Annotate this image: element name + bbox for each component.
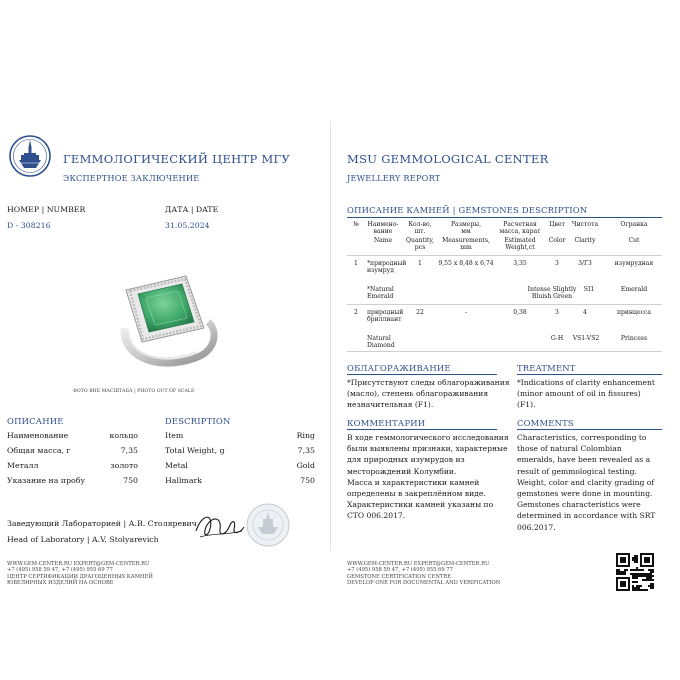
column-header-en: Clarity — [574, 237, 596, 244]
desc-en-label: Metal — [165, 461, 188, 470]
photo-caption: ФОТО ВНЕ МАСШТАБА | PHOTO OUT OF SCALE — [73, 389, 195, 394]
report-type-ru: ЭКСПЕРТНОЕ ЗАКЛЮЧЕНИЕ — [63, 173, 200, 183]
footer-line: ЮВЕЛИРНЫХ ИЗДЕЛИЙ НА ОСНОВЕ — [7, 580, 114, 586]
desc-ru-value: 7,35 — [120, 446, 138, 455]
column-header-en: Name — [373, 237, 393, 244]
stone-clarity: 3/Г3 — [578, 260, 592, 267]
head-of-lab-en: Head of Laboratory | A.V. Stolyarevich — [7, 535, 159, 544]
comments-en-title: COMMENTS — [517, 418, 574, 428]
center-name-ru: ГЕММОЛОГИЧЕСКИЙ ЦЕНТР МГУ — [63, 152, 291, 166]
comments-ru-text: В ходе геммологического исследования были выявлены признаки, характерные для природных изумрудов из месторождений Колумбии. Масса и характеристики камней определены в закреплённом виде. Характеристики камней указаны по СТО 006.2017. — [347, 433, 509, 521]
table-divider — [347, 351, 662, 352]
stone-weight: 3,35 — [513, 260, 527, 267]
desc-ru-value: 750 — [123, 476, 138, 485]
table-row-number: 1 — [354, 260, 358, 267]
section-divider — [347, 429, 497, 430]
stone-name-en: *Natural Emerald — [367, 286, 394, 301]
stone-name-ru: *природный изумруд — [367, 260, 407, 275]
desc-ru-label: Указание на пробу — [7, 476, 86, 485]
section-divider — [347, 217, 662, 218]
desc-ru-label: Наименование — [7, 431, 69, 440]
column-header: Расчетная масса, карат — [499, 221, 541, 236]
treatment-ru-text: *Присутствуют следы облагораживания (масло), степень облагораживания незначительная (F1). — [347, 378, 510, 410]
column-header-en: Measurements, mm — [442, 237, 490, 252]
stone-name-en: Natural Diamond — [367, 335, 395, 350]
footer-line: DEVELOP ONE FOR DOCUMENTAL AND VERIFICATION — [347, 580, 501, 586]
stone-clarity-en: VS1-VS2 — [572, 335, 600, 342]
head-of-lab-ru: Заведующий Лабораторией | А.В. Столяревич — [7, 519, 197, 528]
date-value: 31.05.2024 — [165, 221, 210, 230]
stone-name-ru: природный бриллиант — [367, 309, 404, 324]
desc-ru-label: Общая масса, г — [7, 446, 71, 455]
qr-code[interactable] — [616, 553, 654, 591]
stone-clarity-en: SI1 — [583, 286, 595, 293]
column-header: Размеры, мм — [450, 221, 482, 236]
stone-cut-en: Emerald — [620, 286, 648, 293]
footer-line: ЦЕНТР СЕРТИФИКАЦИИ ДРАГОЦЕННЫХ КАМНЕЙ — [7, 574, 153, 580]
stone-cut: принцесса — [616, 309, 652, 316]
desc-en-value: 750 — [300, 476, 315, 485]
column-header-en: Quantity, pcs — [406, 237, 434, 252]
footer-line: GEMSTONE CERTIFICATION CENTRE — [347, 574, 452, 580]
stone-color-en: G-H — [550, 335, 564, 342]
report-page-russian — [0, 121, 331, 586]
report-type-en: JEWELLERY REPORT — [347, 173, 441, 183]
desc-en-label: Total Weight, g — [165, 446, 225, 455]
stone-clarity: 4 — [583, 309, 587, 316]
treatment-ru-title: ОБЛАГОРАЖИВАНИЕ — [347, 363, 451, 373]
footer-line: WWW.GEM-CENTER.RU EXPERT@GEM-CENTER.RU — [7, 561, 150, 567]
desc-en-value: Gold — [296, 461, 315, 470]
desc-ru-label: Металл — [7, 461, 39, 470]
column-header: Кол-во, шт. — [408, 221, 432, 236]
treatment-en-title: TREATMENT — [517, 363, 576, 373]
column-header: Наимено- вание — [367, 221, 399, 236]
column-header: Цвет — [549, 221, 565, 228]
center-name-en: MSU GEMMOLOGICAL CENTER — [347, 152, 549, 166]
description-en-title: DESCRIPTION — [165, 416, 231, 426]
desc-ru-value: золото — [110, 461, 138, 470]
msu-gem-center-logo — [9, 135, 51, 177]
column-header: Огранка — [620, 221, 648, 228]
number-label: НОМЕР | NUMBER — [7, 205, 86, 214]
comments-ru-title: КОММЕНТАРИИ — [347, 418, 426, 428]
laboratory-stamp — [246, 503, 290, 547]
desc-en-value: 7,35 — [297, 446, 315, 455]
section-divider — [517, 429, 662, 430]
column-header-en: Cut — [628, 237, 640, 244]
date-label: ДАТА | DATE — [165, 205, 219, 214]
ring-photo — [104, 268, 224, 374]
column-header-en: Color — [548, 237, 566, 244]
footer-line: +7 (495) 958 59 47, +7 (495) 955 69 77 — [7, 567, 113, 573]
gemstones-title: ОПИСАНИЕ КАМНЕЙ | GEMSTONES DESCRIPTION — [347, 205, 588, 215]
column-header-en: Estimated Weight,ct — [504, 237, 536, 252]
stone-quantity: 1 — [418, 260, 422, 267]
desc-en-label: Item — [165, 431, 184, 440]
number-value: D - 308216 — [7, 221, 51, 230]
comments-en-text: Characteristics, corresponding to those of natural Colombian emeralds, have been revealed as a result of gemmological testing. Weight, color and clarity grading of gemstones were done in mounting. Gemstones characteristics were determined in accordance with SRT 006.2017. — [517, 433, 656, 532]
column-header: Чистота — [571, 221, 599, 228]
table-divider — [347, 255, 662, 256]
desc-ru-value: кольцо — [109, 431, 138, 440]
stone-quantity: 22 — [416, 309, 424, 316]
footer-line: WWW.GEM-CENTER.RU EXPERT@GEM-CENTER.RU — [347, 561, 490, 567]
report-page-english — [334, 121, 680, 586]
stone-color-en: Intense Slightly Bluish Green — [527, 286, 577, 301]
section-divider — [517, 374, 662, 375]
stone-measurements: 9,55 x 8,48 x 6,74 — [438, 260, 494, 267]
stone-color: 3 — [555, 309, 559, 316]
signature — [192, 507, 248, 545]
footer-line: +7 (495) 958 59 47, +7 (495) 955 69 77 — [347, 567, 453, 573]
stone-cut: изумрудная — [614, 260, 654, 267]
description-ru-title: ОПИСАНИЕ — [7, 416, 64, 426]
desc-en-value: Ring — [296, 431, 315, 440]
stone-cut-en: Princess — [620, 335, 648, 342]
column-header: № — [353, 221, 359, 228]
section-divider — [347, 374, 497, 375]
table-row-number: 2 — [354, 309, 358, 316]
desc-en-label: Hallmark — [165, 476, 202, 485]
stone-measurements: - — [464, 309, 468, 316]
table-divider — [347, 304, 662, 305]
stone-color: 3 — [555, 260, 559, 267]
treatment-en-text: *Indications of clarity enhancement (minor amount of oil in fissures) (F1). — [517, 378, 655, 410]
stone-weight: 0,38 — [513, 309, 527, 316]
